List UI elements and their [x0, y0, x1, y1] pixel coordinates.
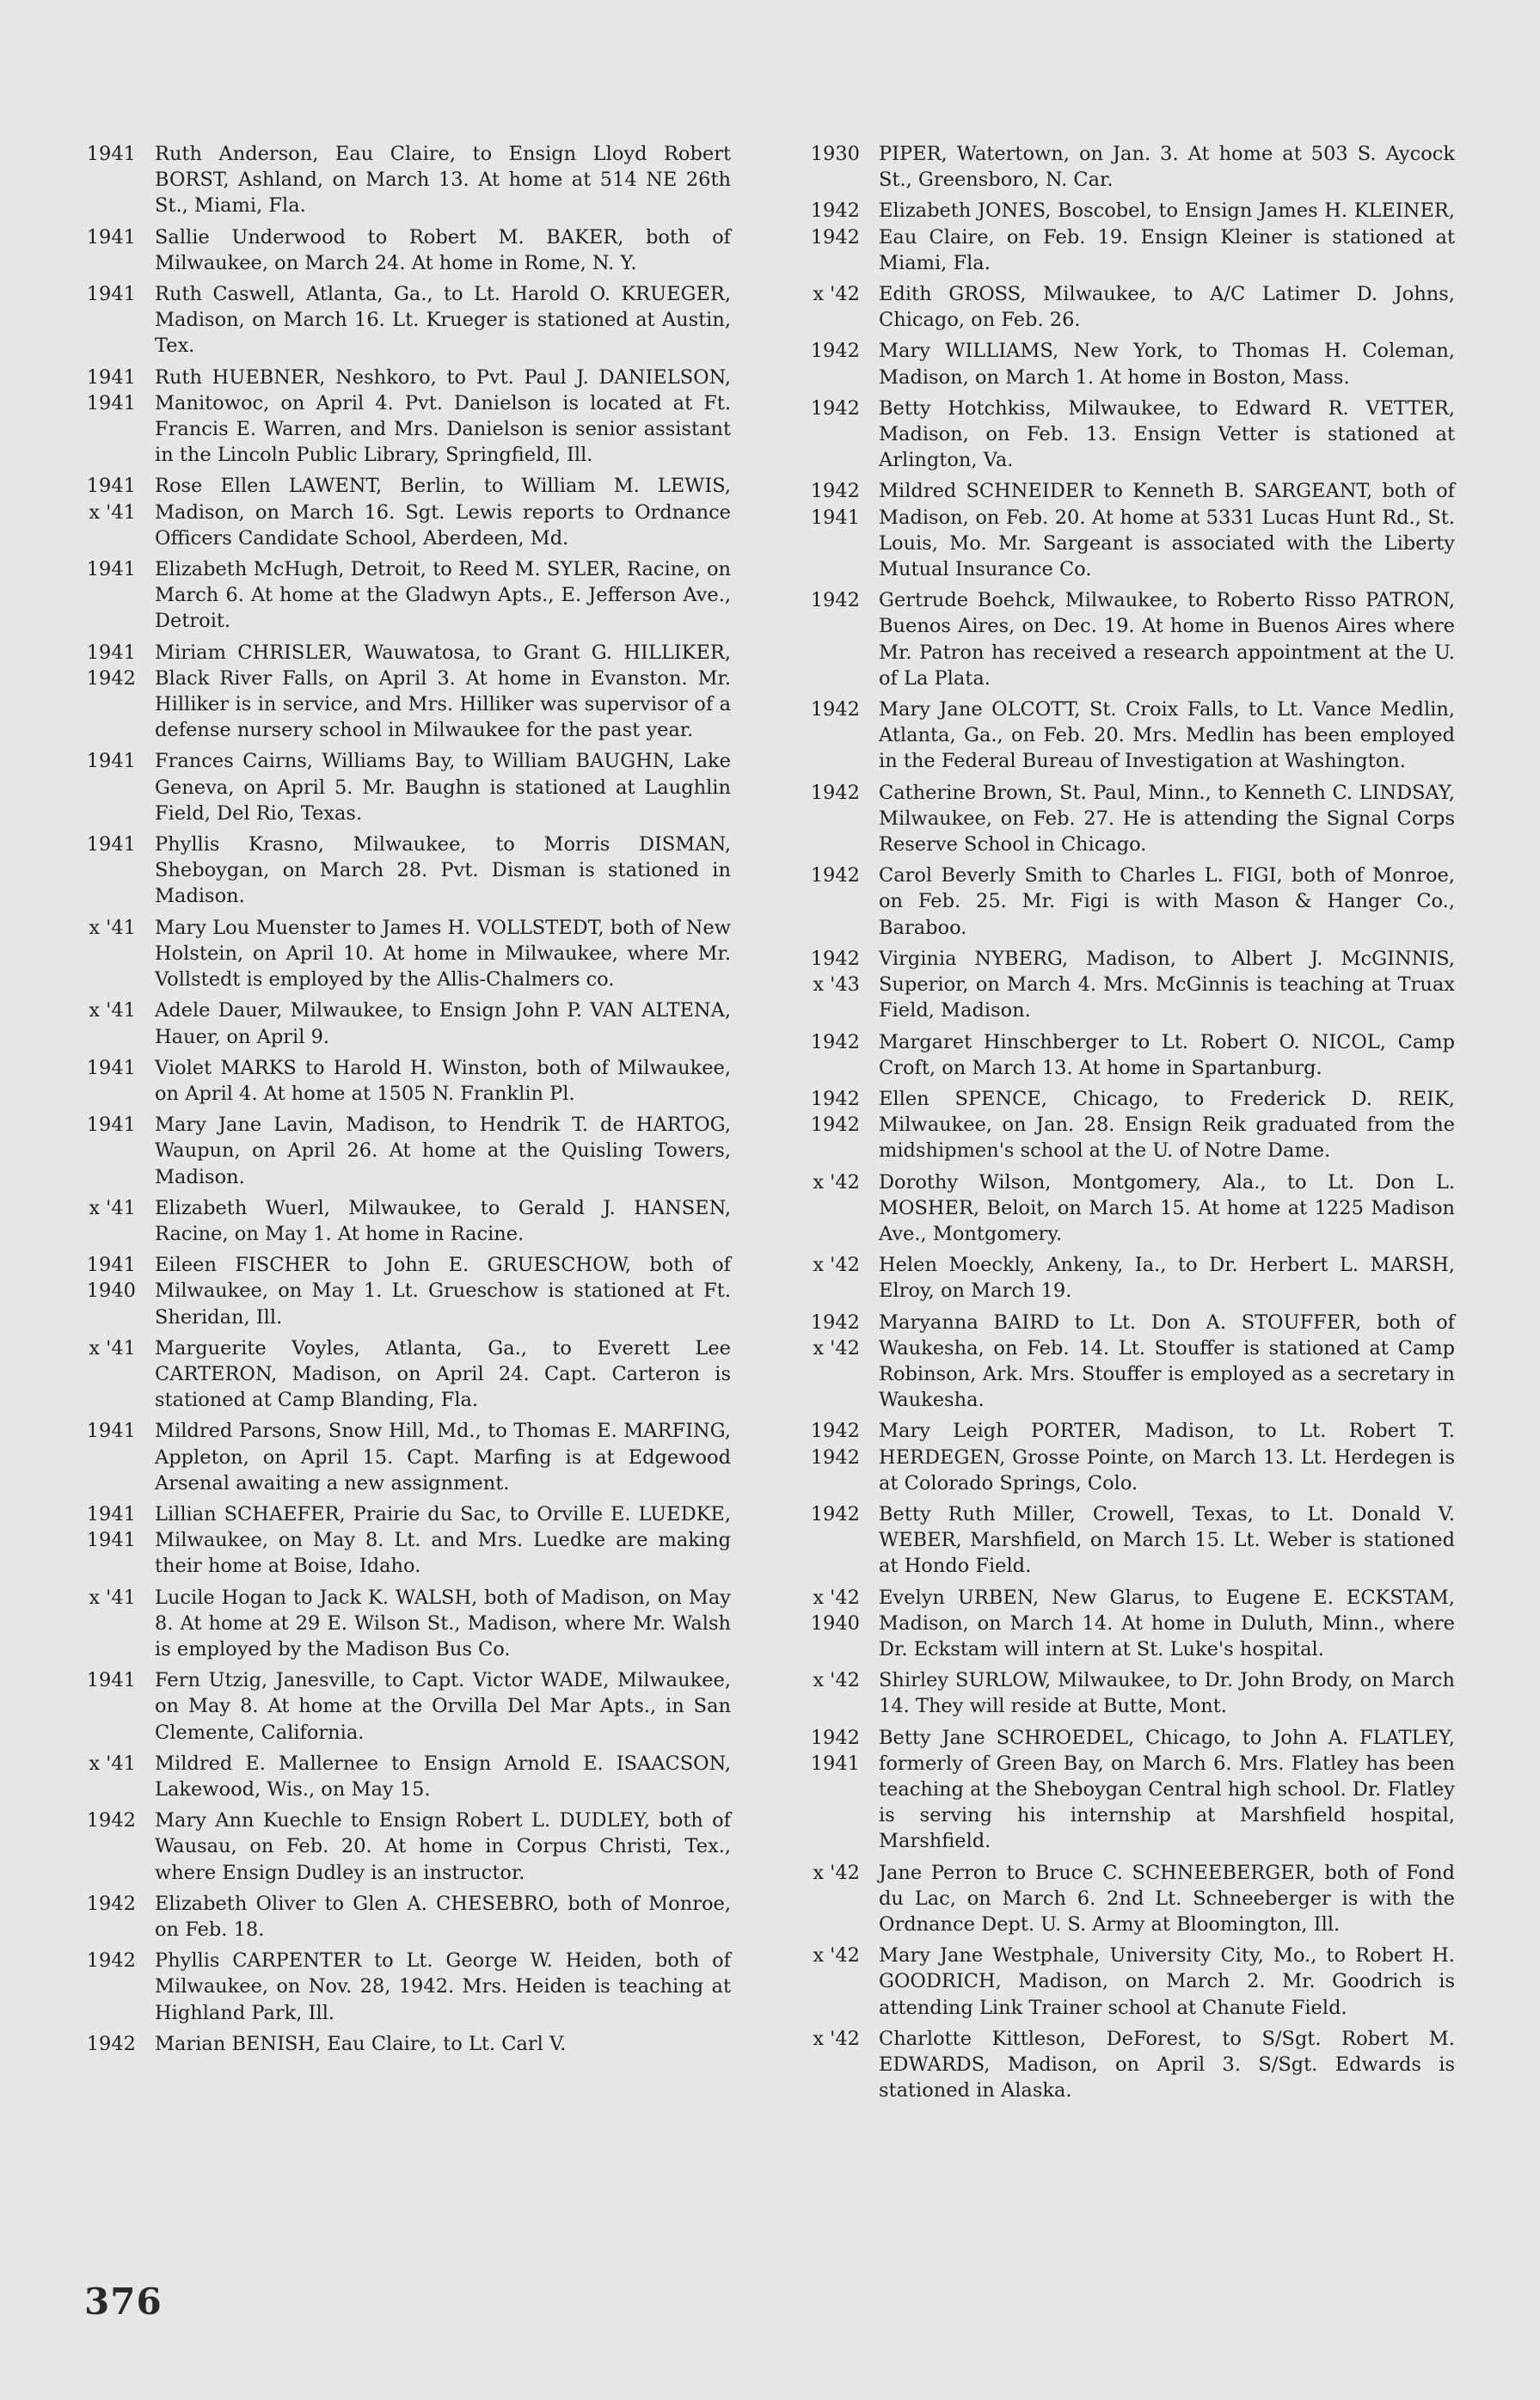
class-year-label: 1941: [86, 391, 136, 414]
class-year: [801, 1169, 879, 1195]
entry-text: Virginia NYBERG, Madison, to Albert J. McGINNIS, Superior, on March 4. Mrs. McGinnis is teaching at Truax Field, Madison.: [879, 947, 1455, 1022]
class-year-label: 1942: [810, 1502, 860, 1525]
class-year: [77, 640, 155, 691]
class-year-label: 1942: [810, 340, 860, 363]
class-year-label: 1942: [86, 1949, 136, 1973]
marriage-entry: [801, 198, 1455, 276]
class-year: [801, 862, 879, 888]
class-year-label: 1941: [86, 1529, 136, 1552]
marriage-entry: [77, 556, 731, 635]
marriage-entry: [77, 141, 731, 219]
entry-text: Miriam CHRISLER, Wauwatosa, to Grant G. HILLIKER, Black River Falls, on April 3. At home in Evanston. Mr. Hilliker is in service, and Mrs. Hilliker was supervisor of a defense nursery school in Milwaukee for the past year.: [155, 641, 731, 742]
entry-text: Phyllis Krasno, Milwaukee, to Morris DISMAN, Sheboygan, on March 28. Pvt. Disman is stationed in Madison.: [155, 833, 731, 908]
entry-text: Ellen SPENCE, Chicago, to Frederick D. REIK, Milwaukee, on Jan. 28. Ensign Reik graduated from the midshipmen's school at the U. of Notre Dame.: [879, 1087, 1455, 1163]
class-year: [801, 1943, 879, 1968]
marriage-entry: [77, 997, 731, 1049]
class-year-label: 1941: [86, 833, 136, 856]
class-year: [801, 478, 879, 530]
class-year-label: x '42: [813, 1254, 860, 1277]
entry-text: Mary Jane OLCOTT, St. Croix Falls, to Lt. Vance Medlin, Atlanta, Ga., on Feb. 20. Mrs. Medlin has been employed in the Federal Bureau of Investigation at Washington.: [879, 698, 1455, 773]
class-year-label: x '42: [813, 1336, 860, 1360]
class-year-label: 1942: [810, 589, 860, 612]
marriage-entry: [801, 946, 1455, 1024]
entry-text: Carol Beverly Smith to Charles L. FIGI, both of Monroe, on Feb. 25. Mr. Figi is with Mason & Hanger Co., Baraboo.: [879, 864, 1455, 939]
class-year: [77, 365, 155, 416]
entry-text: Helen Moeckly, Ankeny, Ia., to Dr. Herbert L. MARSH, Elroy, on March 19.: [879, 1254, 1455, 1303]
marriage-entry: [801, 141, 1455, 193]
class-year: [77, 556, 155, 582]
class-year-label: x '42: [813, 2027, 860, 2050]
class-year-label: 1942: [810, 1420, 860, 1443]
marriage-entry: [77, 281, 731, 359]
class-year: [77, 748, 155, 774]
class-year-label: x '41: [89, 500, 136, 524]
class-year: [801, 946, 879, 997]
marriage-entry: [77, 1501, 731, 1580]
marriage-entry: [801, 338, 1455, 390]
entry-text: Dorothy Wilson, Montgomery, Ala., to Lt. Don L. MOSHER, Beloit, on March 15. At home at 1225 Madison Ave., Montgomery.: [879, 1170, 1455, 1245]
marriage-entry: [77, 915, 731, 993]
marriage-entry: [77, 1891, 731, 1943]
class-year-label: 1942: [810, 199, 860, 223]
entry-text: Eileen FISCHER to John E. GRUESCHOW, both of Milwaukee, on May 1. Lt. Grueschow is stationed at Ft. Sheridan, Ill.: [155, 1254, 731, 1329]
marriage-entry: [801, 1418, 1455, 1496]
entry-text: Mildred E. Mallernee to Ensign Arnold E. ISAACSON, Lakewood, Wis., on May 15.: [155, 1752, 731, 1801]
marriage-entry: [77, 832, 731, 910]
marriage-entry: [77, 640, 731, 744]
entry-text: Gertrude Boehck, Milwaukee, to Roberto Risso PATRON, Buenos Aires, on Dec. 19. At home in Buenos Aires where Mr. Patron has received a research appointment at the U. of La Plata.: [879, 589, 1455, 690]
class-year-label: 1940: [810, 1611, 860, 1635]
class-year-label: x '41: [89, 916, 136, 939]
entry-text: Edith GROSS, Milwaukee, to A/C Latimer D. Johns, Chicago, on Feb. 26.: [879, 283, 1455, 332]
marriage-entry: [801, 1169, 1455, 1248]
entry-text: Ruth HUEBNER, Neshkoro, to Pvt. Paul J. DANIELSON, Manitowoc, on April 4. Pvt. Danielson is located at Ft. Francis E. Warren, and Mrs. Danielson is senior assistant in the Lincoln Public Library, Springfield, Ill.: [155, 365, 731, 467]
class-year-label: 1942: [810, 698, 860, 721]
class-year: [77, 281, 155, 307]
class-year: [77, 1948, 155, 1973]
entry-text: Phyllis CARPENTER to Lt. George W. Heiden, both of Milwaukee, on Nov. 28, 1942. Mrs. Heiden is teaching at Highland Park, Ill.: [155, 1949, 731, 2024]
class-year-label: x '41: [89, 1196, 136, 1219]
class-year: [801, 1725, 879, 1777]
entry-text: Ruth Caswell, Atlanta, Ga., to Lt. Harold O. KRUEGER, Madison, on March 16. Lt. Krueger is stationed at Austin, Tex.: [155, 283, 731, 358]
class-year-label: x '42: [813, 1861, 860, 1884]
class-year: [801, 2026, 879, 2052]
class-year-label: 1942: [86, 1892, 136, 1915]
class-year-label: x '43: [813, 973, 860, 997]
marriage-entry: [801, 478, 1455, 582]
class-year: [77, 141, 155, 167]
marriage-entry: [801, 862, 1455, 941]
class-year: [801, 1252, 879, 1278]
class-year: [801, 697, 879, 722]
class-year-label: 1942: [86, 2032, 136, 2055]
marriage-entry: [77, 1751, 731, 1802]
class-year: [801, 281, 879, 307]
class-year: [801, 141, 879, 167]
marriage-entry: [77, 473, 731, 551]
class-year-label: 1941: [86, 1420, 136, 1443]
entry-text: Elizabeth JONES, Boscobel, to Ensign James H. KLEINER, Eau Claire, on Feb. 19. Ensign Kleiner is stationed at Miami, Fla.: [879, 199, 1455, 274]
class-year: [77, 1055, 155, 1081]
class-year-label: 1942: [810, 480, 860, 503]
class-year: [801, 1501, 879, 1527]
marriage-entry: [801, 1860, 1455, 1938]
class-year-label: 1942: [810, 781, 860, 804]
entry-text: Evelyn URBEN, New Glarus, to Eugene E. ECKSTAM, Madison, on March 14. At home in Duluth, Minn., where Dr. Eckstam will intern at St. Luke's hospital.: [879, 1586, 1455, 1660]
right-column: [801, 141, 1455, 2108]
entry-text: Mary Lou Muenster to James H. VOLLSTEDT, both of New Holstein, on April 10. At home in Milwaukee, where Mr. Vollstedt is employed by the Allis-Chalmers co.: [155, 916, 731, 991]
class-year-label: 1941: [810, 506, 860, 529]
entry-text: Jane Perron to Bruce C. SCHNEEBERGER, both of Fond du Lac, on March 6. 2nd Lt. Schneeberger is with the Ordnance Dept. U. S. Army at Bloomington, Ill.: [879, 1861, 1455, 1936]
class-year-label: 1941: [86, 225, 136, 249]
entry-text: Mary Jane Westphale, University City, Mo., to Robert H. GOODRICH, Madison, on March 2. Mr. Goodrich is attending Link Trainer school at Chanute Field.: [879, 1944, 1455, 2019]
class-year: [77, 1252, 155, 1304]
class-year: [77, 1335, 155, 1361]
class-year-label: 1941: [86, 365, 136, 389]
marriage-entry: [77, 1585, 731, 1663]
entry-text: Elizabeth Oliver to Glen A. CHESEBRO, both of Monroe, on Feb. 18.: [155, 1892, 731, 1941]
class-year: [801, 1086, 879, 1138]
class-year-label: 1941: [86, 283, 136, 306]
class-year-label: x '41: [89, 1752, 136, 1775]
marriage-entry: [77, 1667, 731, 1746]
class-year: [77, 997, 155, 1023]
class-year: [801, 587, 879, 613]
marriage-entry: [77, 1055, 731, 1107]
entry-text: Mary Jane Lavin, Madison, to Hendrik T. de HARTOG, Waupun, on April 26. At home at the Quisling Towers, Madison.: [155, 1114, 731, 1188]
class-year-label: 1942: [810, 1310, 860, 1334]
class-year: [801, 198, 879, 249]
marriage-entry: [801, 697, 1455, 775]
entry-text: Marian BENISH, Eau Claire, to Lt. Carl V.: [155, 2032, 567, 2055]
marriage-entry: [77, 1808, 731, 1886]
entry-text: Marguerite Voyles, Atlanta, Ga., to Everett Lee CARTERON, Madison, on April 24. Capt. Carteron is stationed at Camp Blanding, Fla.: [155, 1336, 731, 1412]
marriage-entry: [801, 2026, 1455, 2104]
entry-text: Mary Leigh PORTER, Madison, to Lt. Robert T. HERDEGEN, Grosse Pointe, on March 13. Lt. Herdegen is at Colorado Springs, Colo.: [879, 1420, 1455, 1495]
marriage-entry: [801, 1501, 1455, 1580]
marriage-entry: [77, 1112, 731, 1190]
class-year: [801, 1029, 879, 1055]
class-year-label: 1942: [810, 225, 860, 249]
class-year: [77, 1667, 155, 1693]
class-year: [77, 1585, 155, 1611]
entry-text: Violet MARKS to Harold H. Winston, both of Milwaukee, on April 4. At home at 1505 N. Franklin Pl.: [155, 1056, 731, 1105]
marriage-entry: [801, 1585, 1455, 1663]
class-year: [801, 1667, 879, 1693]
entry-text: Lillian SCHAEFER, Prairie du Sac, to Orville E. LUEDKE, Milwaukee, on May 8. Lt. and Mrs. Luedke are making their home at Boise, Idaho.: [155, 1502, 731, 1578]
class-year: [77, 224, 155, 250]
marriage-entry: [801, 1725, 1455, 1855]
class-year-label: 1941: [86, 475, 136, 498]
left-column: [77, 141, 731, 2062]
class-year-label: 1942: [810, 1030, 860, 1053]
entry-text: PIPER, Watertown, on Jan. 3. At home at 503 S. Aycock St., Greensboro, N. Car.: [879, 143, 1455, 192]
class-year-label: 1940: [86, 1280, 136, 1303]
class-year-label: 1942: [810, 1726, 860, 1749]
class-year-label: 1941: [86, 143, 136, 165]
class-year: [77, 1418, 155, 1444]
class-year: [801, 1585, 879, 1636]
class-year-label: x '42: [813, 1586, 860, 1609]
entry-text: Betty Hotchkiss, Milwaukee, to Edward R. VETTER, Madison, on Feb. 13. Ensign Vetter is stationed at Arlington, Va.: [879, 396, 1455, 472]
marriage-entry: [77, 1252, 731, 1330]
class-year-label: 1942: [810, 1087, 860, 1110]
class-year: [77, 1891, 155, 1917]
marriage-entry: [801, 1310, 1455, 1414]
entry-text: Ruth Anderson, Eau Claire, to Ensign Lloyd Robert BORST, Ashland, on March 13. At home at 514 NE 26th St., Miami, Fla.: [155, 143, 731, 218]
class-year: [77, 1808, 155, 1833]
class-year-label: x '41: [89, 1586, 136, 1609]
class-year-label: 1941: [86, 558, 136, 581]
marriage-entry: [77, 365, 731, 469]
class-year: [801, 780, 879, 806]
class-year: [77, 1501, 155, 1553]
class-year-label: x '42: [813, 283, 860, 306]
class-year-label: 1941: [86, 641, 136, 664]
class-year-label: x '41: [89, 1336, 136, 1360]
marriage-entry: [801, 1667, 1455, 1719]
marriage-entry: [801, 396, 1455, 474]
class-year-label: 1930: [810, 143, 860, 165]
marriage-entry: [801, 1086, 1455, 1164]
class-year-label: 1942: [810, 947, 860, 970]
entry-text: Sallie Underwood to Robert M. BAKER, both of Milwaukee, on March 24. At home in Rome, N. Y.: [155, 225, 731, 274]
entry-text: Mary Ann Kuechle to Ensign Robert L. DUDLEY, both of Wausau, on Feb. 20. At home in Corpus Christi, Tex., where Ensign Dudley is an instructor.: [155, 1809, 731, 1884]
marriage-entry: [801, 587, 1455, 691]
entry-text: Shirley SURLOW, Milwaukee, to Dr. John Brody, on March 14. They will reside at Butte, Mont.: [879, 1669, 1455, 1718]
class-year: [801, 396, 879, 421]
marriage-entry: [801, 780, 1455, 858]
marriage-entry: [77, 748, 731, 826]
entry-text: Catherine Brown, St. Paul, Minn., to Kenneth C. LINDSAY, Milwaukee, on Feb. 27. He is attending the Signal Corps Reserve School in Chicago.: [879, 781, 1455, 856]
class-year: [77, 915, 155, 941]
entry-text: Mary WILLIAMS, New York, to Thomas H. Coleman, Madison, on March 1. At home in Boston, Mass.: [879, 340, 1455, 389]
entry-text: Elizabeth Wuerl, Milwaukee, to Gerald J. HANSEN, Racine, on May 1. At home in Racine.: [155, 1196, 731, 1245]
class-year-label: 1941: [86, 1114, 136, 1137]
class-year: [77, 1112, 155, 1138]
class-year-label: 1941: [86, 750, 136, 773]
class-year: [77, 1751, 155, 1777]
marriage-entry: [801, 1943, 1455, 2021]
marriage-entry: [77, 2031, 731, 2057]
class-year: [801, 338, 879, 364]
class-year-label: x '42: [813, 1944, 860, 1967]
marriage-entry: [801, 281, 1455, 333]
marriage-entry: [801, 1029, 1455, 1081]
class-year-label: 1941: [86, 1669, 136, 1692]
entry-text: Lucile Hogan to Jack K. WALSH, both of Madison, on May 8. At home at 29 E. Wilson St., Madison, where Mr. Walsh is employed by the Madison Bus Co.: [155, 1586, 731, 1660]
entry-text: Fern Utzig, Janesville, to Capt. Victor WADE, Milwaukee, on May 8. At home at the Orvilla Del Mar Apts., in San Clemente, California.: [155, 1669, 731, 1744]
class-year: [77, 2031, 155, 2057]
entry-text: Charlotte Kittleson, DeForest, to S/Sgt. Robert M. EDWARDS, Madison, on April 3. S/Sgt. Edwards is stationed in Alaska.: [879, 2027, 1455, 2102]
class-year: [77, 832, 155, 857]
entry-text: Frances Cairns, Williams Bay, to William BAUGHN, Lake Geneva, on April 5. Mr. Baughn is stationed at Laughlin Field, Del Rio, Texas.: [155, 750, 731, 825]
class-year-label: 1942: [810, 1446, 860, 1469]
entry-text: Mildred SCHNEIDER to Kenneth B. SARGEANT, both of Madison, on Feb. 20. At home at 5331 Lucas Hunt Rd., St. Louis, Mo. Mr. Sargeant is associated with the Liberty Mutual Insurance Co.: [879, 480, 1455, 581]
entry-text: Betty Jane SCHROEDEL, Chicago, to John A. FLATLEY, formerly of Green Bay, on March 6. Mrs. Flatley has been teaching at the Sheboygan Central high school. Dr. Flatley is serving his internship at Marshfield hospital, Marshfield.: [879, 1726, 1455, 1853]
marriage-entry: [801, 1252, 1455, 1304]
entry-text: Elizabeth McHugh, Detroit, to Reed M. SYLER, Racine, on March 6. At home at the Gladwyn Apts., E. Jefferson Ave., Detroit.: [155, 558, 731, 633]
class-year-label: x '42: [813, 1170, 860, 1194]
entry-text: Margaret Hinschberger to Lt. Robert O. NICOL, Camp Croft, on March 13. At home in Spartanburg.: [879, 1030, 1455, 1079]
marriage-entry: [77, 1195, 731, 1247]
entry-text: Rose Ellen LAWENT, Berlin, to William M. LEWIS, Madison, on March 16. Sgt. Lewis reports to Ordnance Officers Candidate School, Aberdeen, Md.: [155, 475, 731, 549]
entry-text: Betty Ruth Miller, Crowell, Texas, to Lt. Donald V. WEBER, Marshfield, on March 15. Lt. Weber is stationed at Hondo Field.: [879, 1502, 1455, 1578]
class-year: [801, 1860, 879, 1886]
class-year-label: 1941: [810, 1752, 860, 1775]
class-year: [801, 1418, 879, 1470]
marriage-entry: [77, 1418, 731, 1496]
class-year-label: 1941: [86, 1254, 136, 1277]
class-year-label: x '42: [813, 1669, 860, 1692]
class-year-label: 1941: [86, 1502, 136, 1525]
marriage-entry: [77, 1948, 731, 2026]
class-year-label: 1942: [86, 666, 136, 690]
entry-text: Mildred Parsons, Snow Hill, Md., to Thomas E. MARFING, Appleton, on April 15. Capt. Marfing is at Edgewood Arsenal awaiting a new assignment.: [155, 1420, 731, 1495]
entry-text: Maryanna BAIRD to Lt. Don A. STOUFFER, both of Waukesha, on Feb. 14. Lt. Stouffer is stationed at Camp Robinson, Ark. Mrs. Stouffer is employed as a secretary in Waukesha.: [879, 1310, 1455, 1412]
class-year: [77, 473, 155, 525]
class-year-label: x '41: [89, 999, 136, 1022]
class-year-label: 1942: [810, 864, 860, 887]
marriage-entry: [77, 1335, 731, 1414]
page-number: 376: [84, 2280, 163, 2323]
marriage-entry: [77, 224, 731, 276]
class-year-label: 1942: [86, 1809, 136, 1832]
class-year: [801, 1310, 879, 1361]
class-year-label: 1941: [86, 1056, 136, 1079]
class-year: [77, 1195, 155, 1221]
entry-text: Adele Dauer, Milwaukee, to Ensign John P. VAN ALTENA, Hauer, on April 9.: [155, 999, 731, 1048]
class-year-label: 1942: [810, 396, 860, 420]
class-year-label: 1942: [810, 1114, 860, 1137]
